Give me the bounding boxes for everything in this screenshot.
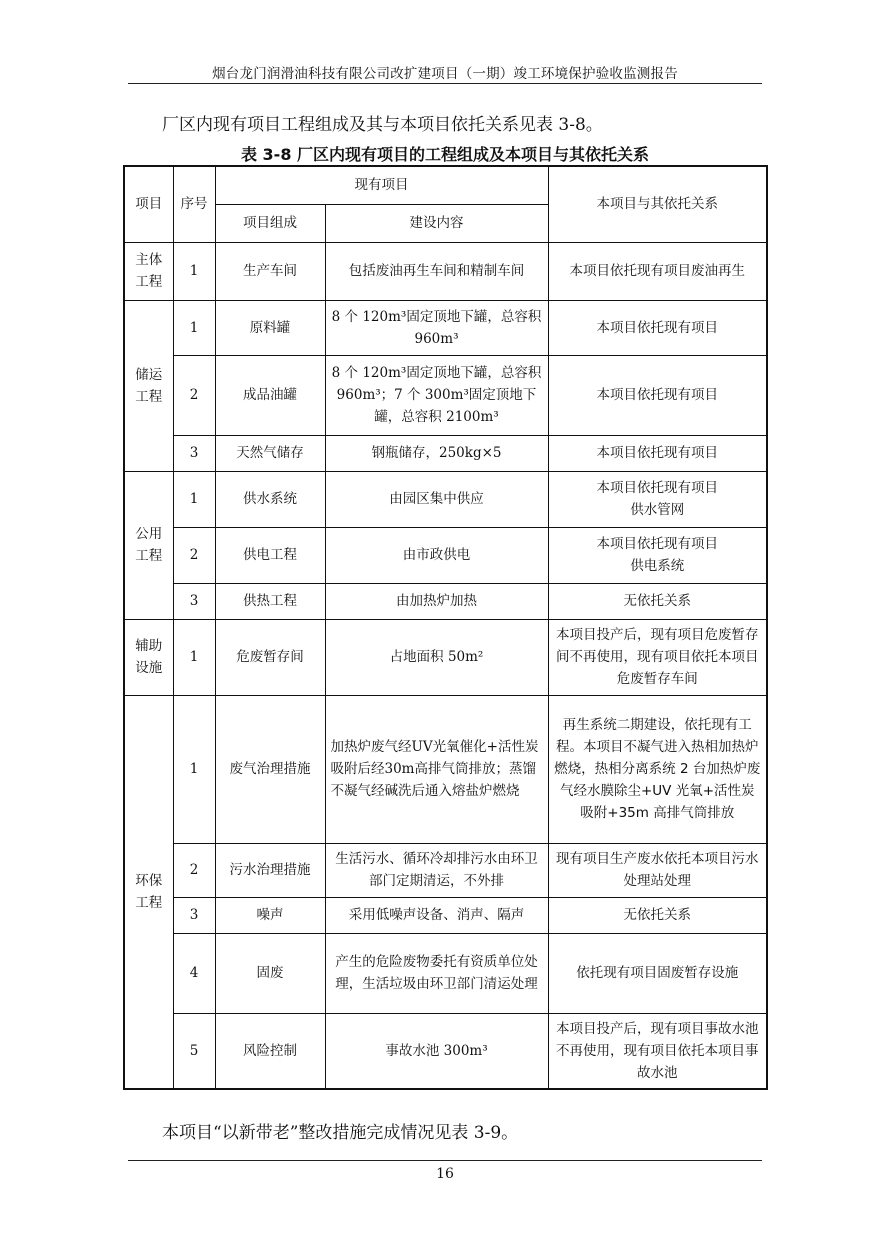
relation-cell: 本项目投产后，现有项目危废暂存间不再使用，现有项目依托本项目危废暂存车间 [548, 619, 767, 695]
header-item: 项目 [124, 166, 173, 242]
page-header: 烟台龙门润滑油科技有限公司改扩建项目（一期）竣工环境保护验收监测报告 [212, 66, 678, 82]
relation-cell: 本项目依托现有项目 [548, 355, 767, 435]
seq-cell: 2 [173, 843, 215, 897]
seq-cell: 1 [173, 300, 215, 355]
header-seq: 序号 [173, 166, 215, 242]
content-cell: 产生的危险废物委托有资质单位处理，生活垃圾由环卫部门清运处理 [325, 933, 548, 1013]
content-cell: 8 个 120m³固定顶地下罐，总容积 960m³；7 个 300m³固定顶地下罐，总容积 2100m³ [325, 355, 548, 435]
header-content: 建设内容 [325, 204, 548, 242]
seq-cell: 2 [173, 527, 215, 583]
seq-cell: 3 [173, 435, 215, 471]
relation-cell: 本项目依托现有项目 [548, 435, 767, 471]
composition-cell: 危废暂存间 [215, 619, 325, 695]
header-relation: 本项目与其依托关系 [548, 166, 767, 242]
composition-cell: 生产车间 [215, 242, 325, 300]
content-cell: 加热炉废气经UV光氧催化+活性炭吸附后经30m高排气筒排放；蒸馏不凝气经碱洗后通入熔盐炉燃烧 [325, 695, 548, 843]
composition-cell: 风险控制 [215, 1013, 325, 1089]
content-cell: 由园区集中供应 [325, 471, 548, 527]
seq-cell: 4 [173, 933, 215, 1013]
group-name-cell: 公用工程 [124, 471, 173, 619]
seq-cell: 3 [173, 583, 215, 619]
composition-cell: 废气治理措施 [215, 695, 325, 843]
content-cell: 8 个 120m³固定顶地下罐，总容积 960m³ [325, 300, 548, 355]
seq-cell: 1 [173, 471, 215, 527]
relation-cell: 本项目依托现有项目 供电系统 [548, 527, 767, 583]
content-cell: 采用低噪声设备、消声、隔声 [325, 897, 548, 933]
content-cell: 生活污水、循环冷却排污水由环卫部门定期清运，不外排 [325, 843, 548, 897]
page-number: 16 [436, 1166, 454, 1182]
composition-cell: 原料罐 [215, 300, 325, 355]
relation-cell: 依托现有项目固废暂存设施 [548, 933, 767, 1013]
group-name-cell: 储运工程 [124, 300, 173, 471]
relation-cell: 本项目依托现有项目 [548, 300, 767, 355]
engineering-table [123, 165, 768, 1090]
table-row [124, 695, 767, 843]
header-composition: 项目组成 [215, 204, 325, 242]
content-cell: 钢瓶储存，250kg×5 [325, 435, 548, 471]
seq-cell: 2 [173, 355, 215, 435]
seq-cell: 5 [173, 1013, 215, 1089]
content-cell: 包括废油再生车间和精制车间 [325, 242, 548, 300]
table-caption: 表 3-8 厂区内现有项目的工程组成及本项目与其依托关系 [240, 145, 650, 164]
table-row [124, 897, 767, 933]
group-name-cell: 环保工程 [124, 695, 173, 1089]
table-row [124, 583, 767, 619]
content-cell: 事故水池 300m³ [325, 1013, 548, 1089]
table-row [124, 527, 767, 583]
table-row [124, 843, 767, 897]
footer-paragraph: 本项目“以新带老”整改措施完成情况见表 3-9。 [162, 1123, 519, 1143]
seq-cell: 3 [173, 897, 215, 933]
table-row [124, 933, 767, 1013]
seq-cell: 1 [173, 242, 215, 300]
relation-cell: 再生系统二期建设，依托现有工程。本项目不凝气进入热相加热炉燃烧，热相分离系统 2 台加热炉废气经水膜除尘+UV 光氧+活性炭吸附+35m 高排气筒排放 [548, 695, 767, 843]
intro-paragraph: 厂区内现有项目工程组成及其与本项目依托关系见表 3-8。 [162, 115, 603, 135]
table-row [124, 242, 767, 300]
table-row [124, 435, 767, 471]
composition-cell: 噪声 [215, 897, 325, 933]
seq-cell: 1 [173, 619, 215, 695]
relation-cell: 无依托关系 [548, 583, 767, 619]
group-name-cell: 辅助设施 [124, 619, 173, 695]
relation-cell: 本项目依托现有项目 供水管网 [548, 471, 767, 527]
relation-cell: 现有项目生产废水依托本项目污水处理站处理 [548, 843, 767, 897]
header-existing: 现有项目 [215, 166, 548, 204]
content-cell: 占地面积 50m² [325, 619, 548, 695]
content-cell: 由加热炉加热 [325, 583, 548, 619]
composition-cell: 天然气储存 [215, 435, 325, 471]
table-row [124, 355, 767, 435]
composition-cell: 供热工程 [215, 583, 325, 619]
composition-cell: 供水系统 [215, 471, 325, 527]
table-row [124, 300, 767, 355]
content-cell: 由市政供电 [325, 527, 548, 583]
table-row [124, 619, 767, 695]
composition-cell: 固废 [215, 933, 325, 1013]
relation-cell: 本项目依托现有项目废油再生 [548, 242, 767, 300]
composition-cell: 供电工程 [215, 527, 325, 583]
table-row [124, 1013, 767, 1089]
seq-cell: 1 [173, 695, 215, 843]
composition-cell: 成品油罐 [215, 355, 325, 435]
footer-rule [128, 1160, 762, 1161]
relation-cell: 无依托关系 [548, 897, 767, 933]
header-rule [128, 83, 762, 84]
group-name-cell: 主体工程 [124, 242, 173, 300]
table-row [124, 471, 767, 527]
relation-cell: 本项目投产后，现有项目事故水池不再使用，现有项目依托本项目事故水池 [548, 1013, 767, 1089]
composition-cell: 污水治理措施 [215, 843, 325, 897]
